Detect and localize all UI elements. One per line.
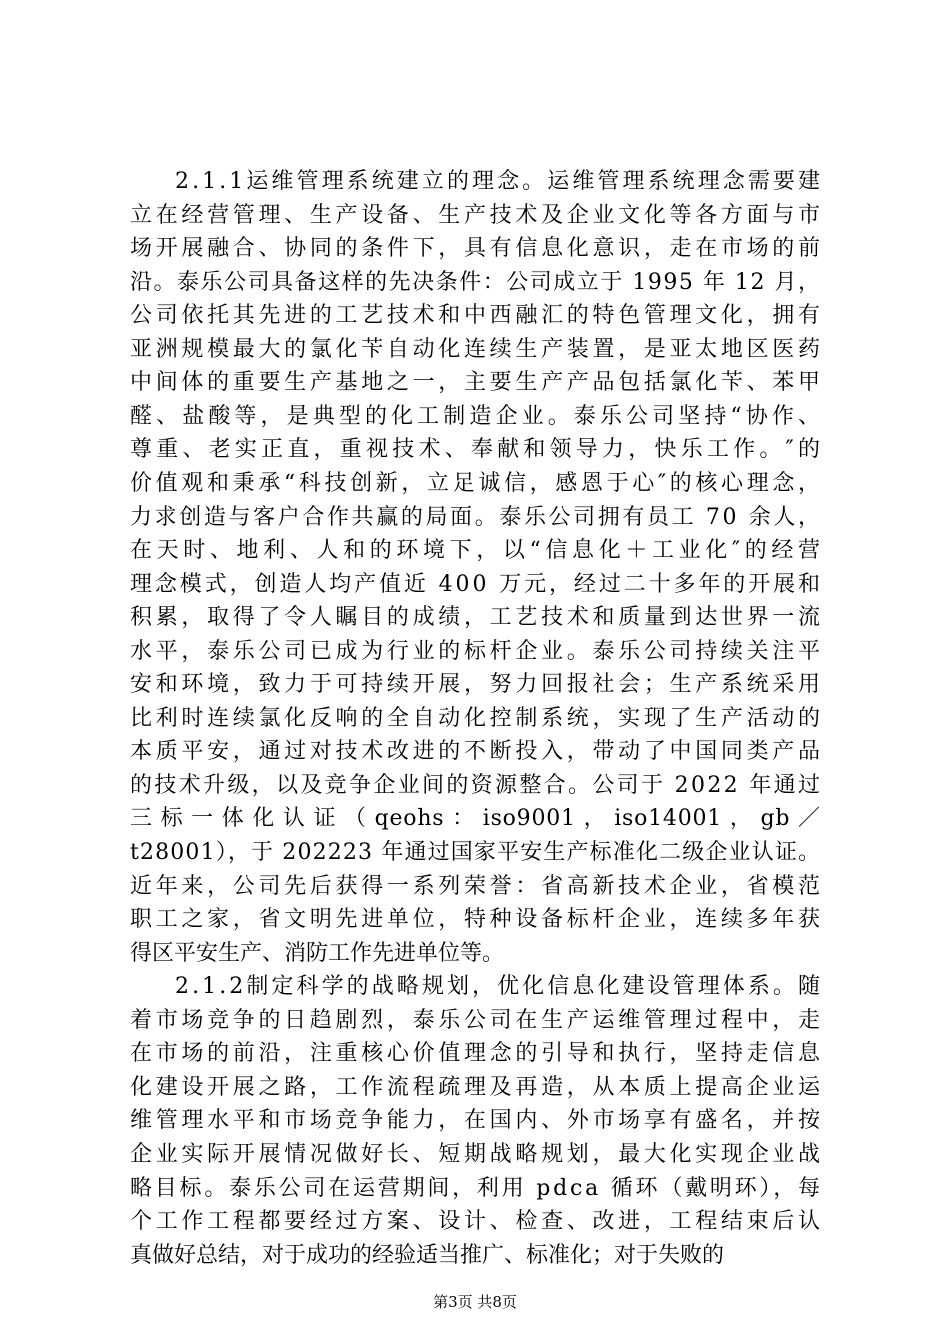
text-line-content: 在天时、地利、人和的环境下，以“信息化＋工业化″的经营 [130,538,825,564]
text-line-content: 着市场竞争的日趋剧烈，泰乐公司在生产运维管理过程中，走 [130,1007,824,1033]
text-line [0,468,950,500]
text-line-content: 化建设开展之路，工作流程疏理及再造，从本质上提高企业运 [130,1074,824,1100]
text-line [0,166,950,198]
text-line-content: 水平，泰乐公司已成为行业的标杆企业。泰乐公司持续关注平 [130,638,824,664]
text-line-content: 亚洲规模最大的氯化苄自动化连续生产装置，是亚太地区医药 [130,336,824,362]
text-line-content: 尊重、老实正直，重视技术、奉献和领导力，快乐工作。″的 [130,437,825,463]
text-line-content: 企业实际开展情况做好长、短期战略规划，最大化实现企业战 [130,1141,824,1167]
text-line [0,200,950,232]
text-line-content: 沿。泰乐公司具备这样的先决条件：公司成立于 1995 年 12 月， [130,269,822,295]
text-line-content: 个工作工程都要经过方案、设计、检查、改进，工程结束后认 [130,1209,824,1235]
text-line [0,803,950,835]
text-line [0,770,950,802]
text-line-content: 职工之家，省文明先进单位，特种设备标杆企业，连续多年获 [130,907,824,933]
text-line [0,1005,950,1037]
text-line [0,1139,950,1171]
text-line-content: t28001），于 202223 年通过国家平安生产标准化二级企业认证。 [130,840,822,865]
page-footer: 第3页 共8页 [433,1293,517,1311]
text-line [0,502,950,534]
text-line [0,267,950,299]
text-line-content: 价值观和秉承“科技创新，立足诚信，感恩于心″的核心理念， [130,470,824,496]
text-line [0,703,950,735]
text-line-content: 醛、盐酸等，是典型的化工制造企业。泰乐公司坚持“协作、 [130,403,825,429]
text-line [0,669,950,701]
text-line [0,1038,950,1070]
text-line-content: 公司依托其先进的工艺技术和中西融汇的特色管理文化，拥有 [130,303,824,329]
text-line [0,334,950,366]
text-line-content: 场开展融合、协同的条件下，具有信息化意识，走在市场的前 [130,236,824,262]
text-line [0,367,950,399]
text-line [0,871,950,903]
text-line [0,602,950,634]
text-line [0,1072,950,1104]
text-line [0,1105,950,1137]
text-line [0,971,950,1003]
text-line [0,636,950,668]
text-line-content: 2.1.2制定科学的战略规划，优化信息化建设管理体系。随 [175,974,824,1000]
text-line [0,401,950,433]
text-line [0,434,950,466]
text-line-content: 理念模式，创造人均产值近 400 万元，经过二十多年的开展和 [130,571,823,597]
text-line [0,1206,950,1238]
text-line-content: 三 标 一 体 化 认 证 （ qeohs ： iso9001 ， iso14001 ， gb ／ [130,806,821,832]
text-line-content: 比利时连续氯化反响的全自动化控制系统，实现了生产活动的 [130,705,824,731]
text-line-content: 立在经营管理、生产设备、生产技术及企业文化等各方面与市 [130,202,824,228]
text-line [0,904,950,936]
text-line-content: 2.1.1运维管理系统建立的理念。运维管理系统理念需要建 [175,169,824,194]
text-line-content: 维管理水平和市场竞争能力，在国内、外市场享有盛名，并按 [130,1108,824,1134]
text-line-content: 略目标。泰乐公司在运营期间，利用 pdca 循环（戴明环），每 [130,1175,823,1201]
text-line-content: 真做好总结，对于成功的经验适当推广、标准化；对于失败的 [130,1242,725,1268]
text-line-content: 安和环境，致力于可持续开展，努力回报社会；生产系统采用 [130,672,824,698]
text-line [0,1173,950,1205]
text-line-content: 积累，取得了令人瞩目的成绩，工艺技术和质量到达世界一流 [130,605,824,631]
text-line [0,938,950,970]
text-line-content: 力求创造与客户合作共赢的局面。泰乐公司拥有员工 70 余人， [130,504,823,530]
text-line-content: 本质平安，通过对技术改进的不断投入，带动了中国同类产品 [130,739,824,765]
text-line-content: 中间体的重要生产基地之一，主要生产产品包括氯化苄、苯甲 [130,370,824,396]
text-line-content: 得区平安生产、消防工作先进单位等。 [130,940,505,966]
text-line [0,1240,950,1272]
text-line-content: 的技术升级，以及竞争企业间的资源整合。公司于 2022 年通过 [130,772,823,798]
text-line [0,736,950,768]
text-line-content: 近年来，公司先后获得一系列荣誉：省高新技术企业，省模范 [130,873,824,899]
text-line [0,535,950,567]
text-line [0,569,950,601]
text-line-content: 在市场的前沿，注重核心价值理念的引导和执行，坚持走信息 [130,1041,824,1067]
text-line [0,837,950,869]
text-line [0,233,950,265]
text-line [0,300,950,332]
